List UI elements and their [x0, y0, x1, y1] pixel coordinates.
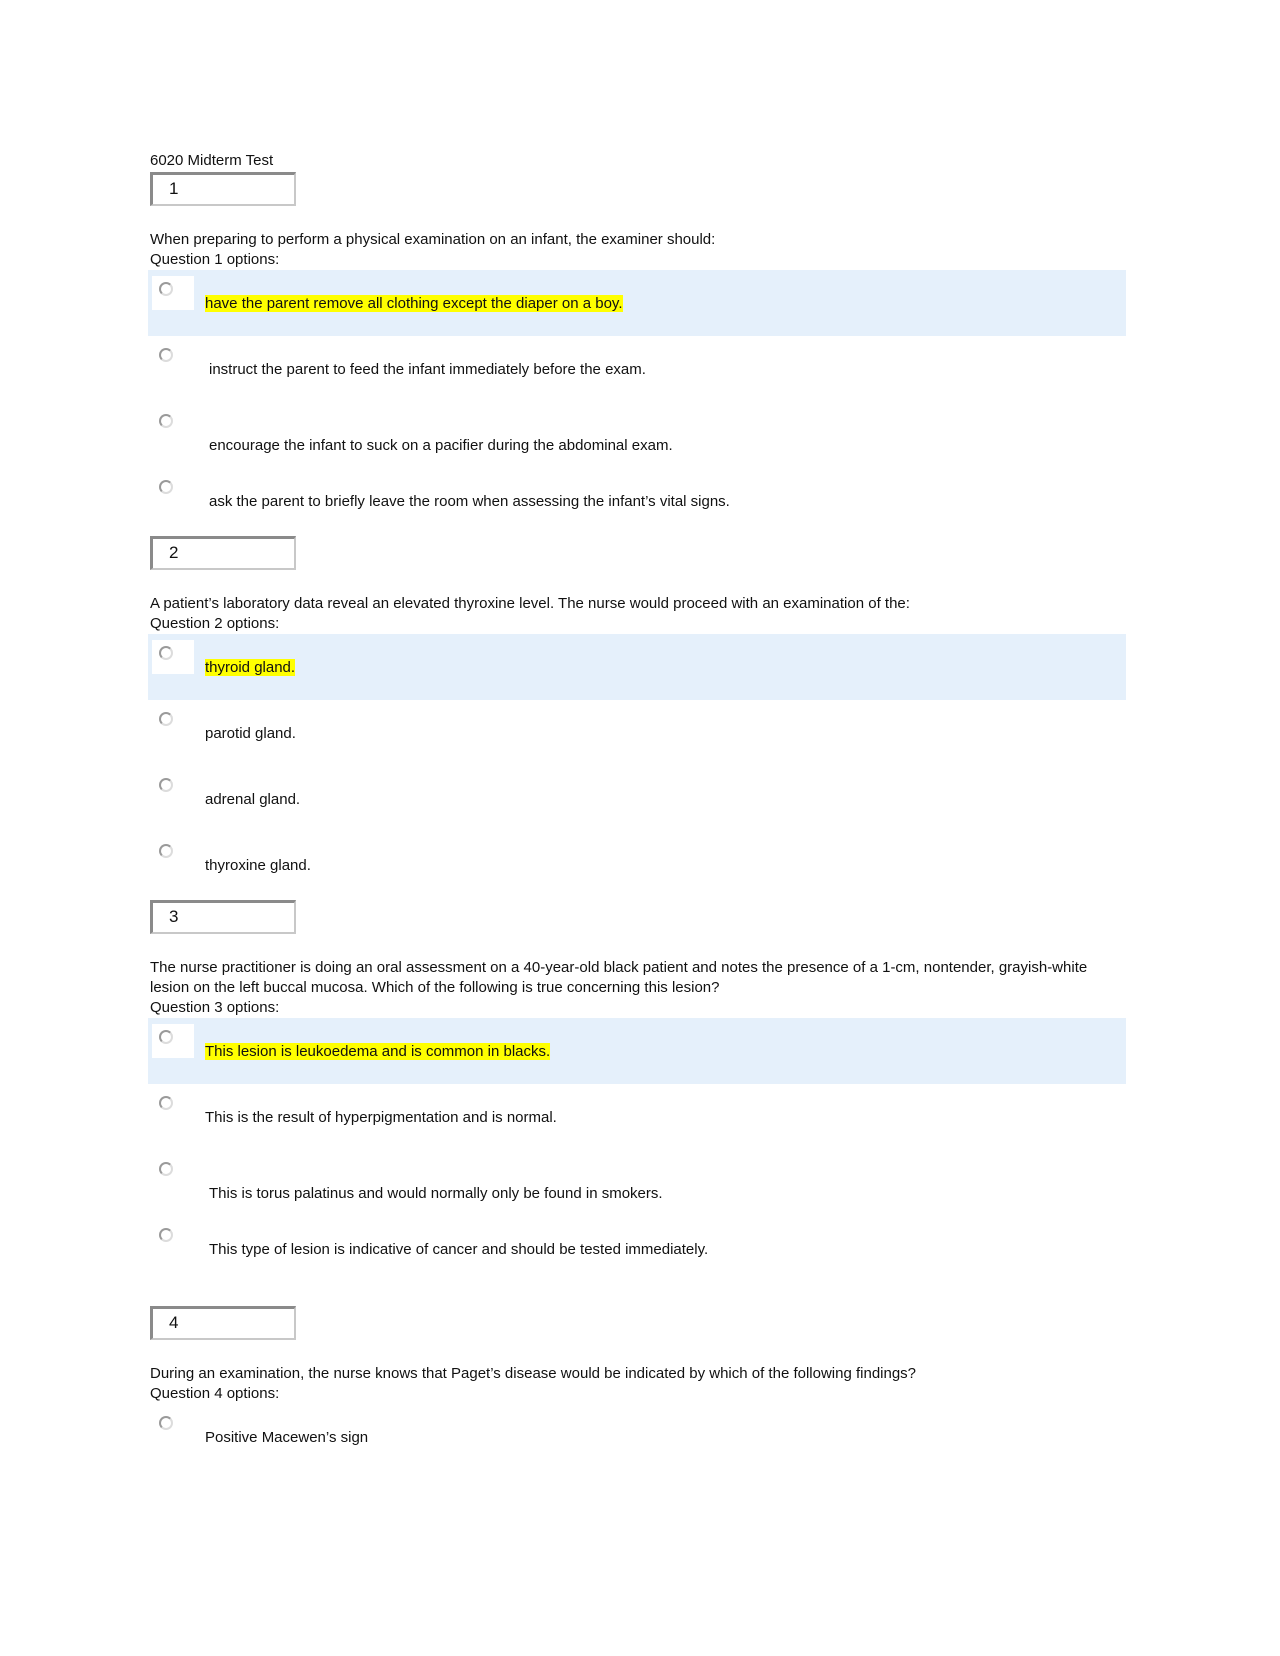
- answer-option[interactable]: [148, 700, 1126, 766]
- radio-button[interactable]: [159, 712, 173, 726]
- radio-cell[interactable]: [152, 1410, 194, 1444]
- answer-text-highlighted: have the parent remove all clothing except the diaper on a boy.: [205, 295, 623, 312]
- question-options-label: Question 3 options:: [150, 999, 280, 1016]
- answer-option[interactable]: [148, 468, 1126, 534]
- radio-button[interactable]: [159, 1096, 173, 1110]
- radio-button[interactable]: [159, 282, 173, 296]
- answer-option[interactable]: [148, 634, 1126, 700]
- radio-cell[interactable]: [152, 1222, 194, 1256]
- answer-option-label: [205, 658, 295, 678]
- document-title: 6020 Midterm Test: [150, 152, 274, 169]
- radio-button[interactable]: [159, 1416, 173, 1430]
- radio-button[interactable]: [159, 1228, 173, 1242]
- answer-option-label: [205, 1042, 550, 1062]
- radio-cell[interactable]: [152, 706, 194, 740]
- radio-button[interactable]: [159, 480, 173, 494]
- radio-cell[interactable]: [152, 1024, 194, 1058]
- answer-option[interactable]: [148, 402, 1126, 468]
- radio-cell[interactable]: [152, 1156, 194, 1190]
- answer-option-label: Positive Macewen’s sign: [205, 1429, 369, 1446]
- question-number-box[interactable]: 2: [150, 536, 296, 570]
- answer-text-highlighted: thyroid gland.: [205, 659, 296, 676]
- answer-option[interactable]: [148, 336, 1126, 402]
- question-text: During an examination, the nurse knows that Paget’s disease would be indicated by which of the following findings?: [150, 1365, 917, 1382]
- question-options-label: Question 2 options:: [150, 615, 280, 632]
- answer-option-label: This type of lesion is indicative of cancer and should be tested immediately.: [209, 1241, 709, 1258]
- answer-option[interactable]: [148, 270, 1126, 336]
- answer-option[interactable]: [148, 832, 1126, 898]
- answer-option-label: thyroxine gland.: [205, 857, 311, 874]
- radio-cell[interactable]: [152, 838, 194, 872]
- radio-cell[interactable]: [152, 1090, 194, 1124]
- question-number-box[interactable]: 1: [150, 172, 296, 206]
- answer-option-label: [205, 294, 623, 314]
- radio-cell[interactable]: [152, 342, 194, 376]
- radio-button[interactable]: [159, 778, 173, 792]
- question-number-box[interactable]: 4: [150, 1306, 296, 1340]
- radio-button[interactable]: [159, 1162, 173, 1176]
- radio-cell[interactable]: [152, 474, 194, 508]
- radio-button[interactable]: [159, 414, 173, 428]
- radio-cell[interactable]: [152, 276, 194, 310]
- radio-button[interactable]: [159, 1030, 173, 1044]
- radio-button[interactable]: [159, 348, 173, 362]
- answer-option[interactable]: [148, 766, 1126, 832]
- answer-option-label: instruct the parent to feed the infant immediately before the exam.: [209, 361, 646, 378]
- answer-text-highlighted: This lesion is leukoedema and is common in blacks.: [205, 1043, 551, 1060]
- answer-option[interactable]: [148, 1216, 1126, 1282]
- radio-button[interactable]: [159, 844, 173, 858]
- answer-option[interactable]: [148, 1018, 1126, 1084]
- answer-option-label: This is torus palatinus and would normally only be found in smokers.: [209, 1185, 663, 1202]
- radio-cell[interactable]: [152, 408, 194, 442]
- radio-cell[interactable]: [152, 640, 194, 674]
- question-text: The nurse practitioner is doing an oral assessment on a 40-year-old black patient and notes the presence of a 1-cm, nontender, grayish-white lesion on the left buccal mucosa. Which of the following is true concerning this lesion?: [150, 959, 1088, 996]
- question-number-box[interactable]: 3: [150, 900, 296, 934]
- answer-option-label: ask the parent to briefly leave the room when assessing the infant’s vital signs.: [209, 493, 730, 510]
- radio-cell[interactable]: [152, 772, 194, 806]
- answer-option-label: encourage the infant to suck on a pacifier during the abdominal exam.: [209, 437, 673, 454]
- question-text: A patient’s laboratory data reveal an elevated thyroxine level. The nurse would proceed with an examination of the:: [150, 595, 910, 612]
- answer-option[interactable]: [148, 1084, 1126, 1150]
- answer-option-label: adrenal gland.: [205, 791, 301, 808]
- question-options-label: Question 1 options:: [150, 251, 280, 268]
- answer-option[interactable]: [148, 1404, 1126, 1470]
- answer-option[interactable]: [148, 1150, 1126, 1216]
- answer-option-label: parotid gland.: [205, 725, 296, 742]
- question-text: When preparing to perform a physical examination on an infant, the examiner should:: [150, 231, 716, 248]
- question-options-label: Question 4 options:: [150, 1385, 280, 1402]
- radio-button[interactable]: [159, 646, 173, 660]
- answer-option-label: This is the result of hyperpigmentation and is normal.: [205, 1109, 557, 1126]
